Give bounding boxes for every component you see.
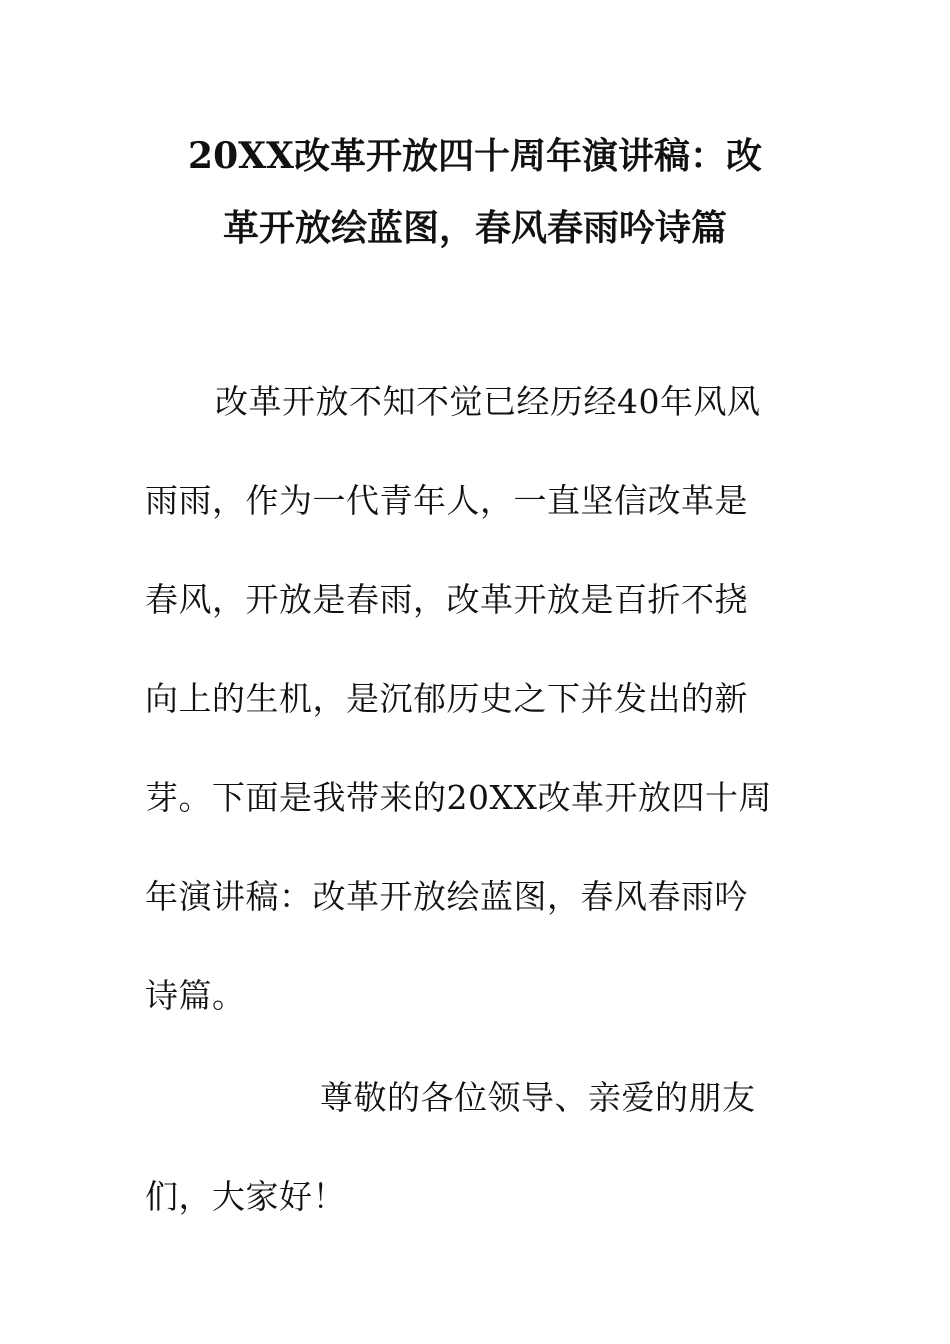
document-title-line-1: 20XX改革开放四十周年演讲稿：改 — [188, 135, 762, 177]
paragraph-line-5: 芽。下面是我带来的20XX改革开放四十周 — [145, 778, 772, 817]
paragraph-line-3: 春风，开放是春雨，改革开放是百折不挠 — [145, 580, 748, 619]
document-title-line-2: 革开放绘蓝图，春风春雨吟诗篇 — [222, 207, 727, 249]
greeting-line-1: 尊敬的各位领导、亲爱的朋友 — [320, 1078, 756, 1117]
paragraph-line-1: 改革开放不知不觉已经历经40年风风 — [215, 382, 761, 421]
paragraph-line-2: 雨雨，作为一代青年人，一直坚信改革是 — [145, 481, 748, 520]
paragraph-line-7: 诗篇。 — [145, 976, 246, 1015]
greeting-line-2: 们，大家好！ — [145, 1177, 346, 1216]
paragraph-line-6: 年演讲稿：改革开放绘蓝图，春风春雨吟 — [145, 877, 748, 916]
paragraph-line-4: 向上的生机，是沉郁历史之下并发出的新 — [145, 679, 748, 718]
